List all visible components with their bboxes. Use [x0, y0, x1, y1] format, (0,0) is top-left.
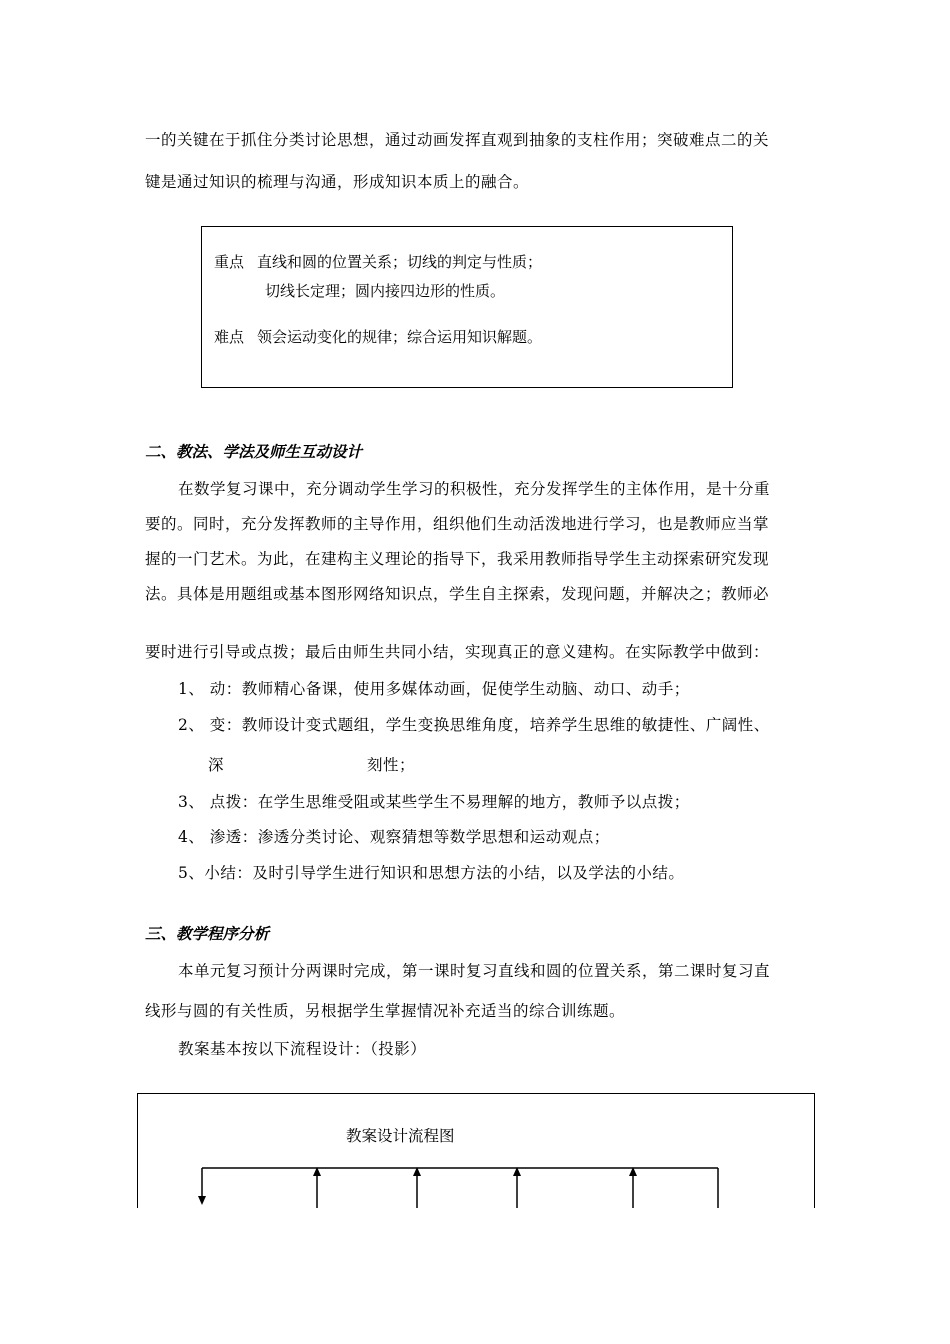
key-text-continued: 切线长定理；圆内接四边形的性质。 — [265, 282, 506, 300]
list-item: 2、 变：教师设计变式题组，学生变换思维角度，培养学生思维的敏捷性、广阔性、 — [178, 716, 770, 734]
paragraph-line: 要的。同时，充分发挥教师的主导作用，组织他们生动活泼地进行学习，也是教师应当掌 — [145, 515, 770, 533]
flowchart-diagram — [138, 1094, 814, 1208]
paragraph-line: 要时进行引导或点拨；最后由师生共同小结，实现真正的意义建构。在实际教学中做到： — [145, 643, 770, 661]
list-item: 4、 渗透：渗透分类讨论、观察猜想等数学思想和运动观点； — [178, 828, 610, 846]
flowchart-box — [137, 1093, 815, 1208]
paragraph-line: 一的关键在于抓住分类讨论思想，通过动画发挥直观到抽象的支柱作用；突破难点二的关 — [145, 131, 770, 149]
down-arrow-icon — [198, 1196, 206, 1205]
list-item: 1、 动：教师精心备课，使用多媒体动画，促使学生动脑、动口、动手； — [178, 680, 690, 698]
difficulty-text: 领会运动变化的规律；综合运用知识解题。 — [257, 328, 543, 346]
paragraph-line: 法。具体是用题组或基本图形网络知识点，学生自主探索，发现问题，并解决之；教师必 — [145, 585, 770, 603]
paragraph-line: 线形与圆的有关性质，另根据学生掌握情况补充适当的综合训练题。 — [145, 1002, 626, 1020]
paragraph-line: 键是通过知识的梳理与沟通，形成知识本质上的融合。 — [145, 173, 530, 191]
section-heading: 二、教法、学法及师生互动设计 — [145, 442, 363, 461]
paragraph-line: 在数学复习课中，充分调动学生学习的积极性，充分发挥学生的主体作用，是十分重 — [178, 480, 771, 498]
paragraph-line: 本单元复习预计分两课时完成，第一课时复习直线和圆的位置关系，第二课时复习直 — [178, 962, 771, 980]
key-points-box — [201, 226, 733, 388]
list-item: 5、小结：及时引导学生进行知识和思想方法的小结，以及学法的小结。 — [178, 864, 685, 882]
paragraph-line: 握的一门艺术。为此，在建构主义理论的指导下，我采用教师指导学生主动探索研究发现 — [145, 550, 770, 568]
list-item: 3、 点拨：在学生思维受阻或某些学生不易理解的地方，教师予以点拨； — [178, 793, 690, 811]
flowchart-title: 教案设计流程图 — [346, 1127, 455, 1145]
paragraph-line: 教案基本按以下流程设计：（投影） — [178, 1040, 427, 1058]
section-heading: 三、教学程序分析 — [145, 924, 270, 943]
key-text: 直线和圆的位置关系；切线的判定与性质； — [257, 253, 543, 271]
difficulty-label: 难点 — [214, 328, 245, 346]
key-label: 重点 — [214, 253, 245, 271]
list-item-continued: 刻性； — [367, 756, 416, 774]
list-item-continued: 深 — [208, 756, 225, 774]
